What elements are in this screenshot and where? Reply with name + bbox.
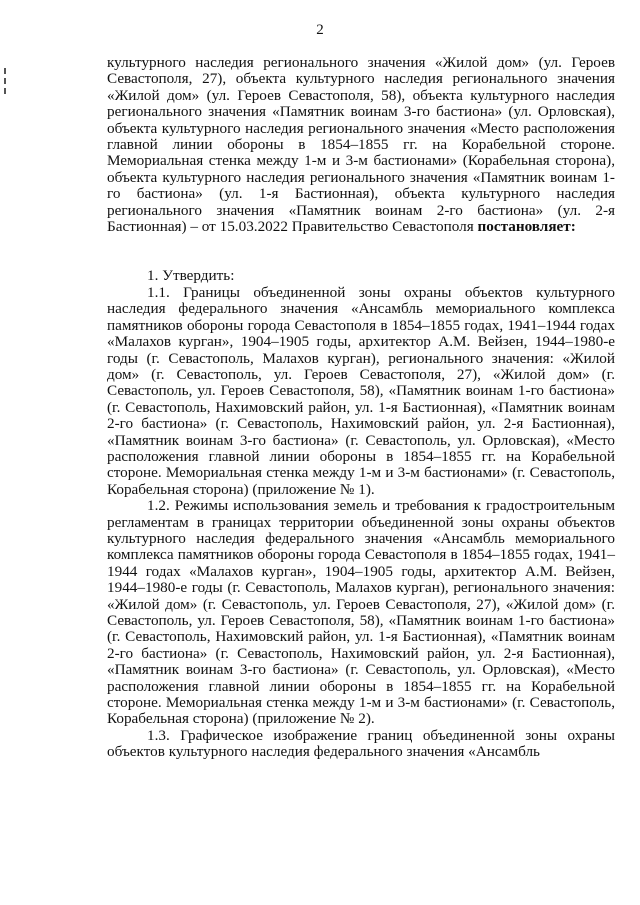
margin-mark [4, 88, 6, 94]
clause-1: 1. Утвердить: [147, 267, 235, 285]
document-body [107, 55, 615, 761]
intro-paragraph [107, 55, 615, 235]
margin-mark [4, 78, 6, 84]
clause-1-3: 1.3. Графическое изображение границ объединенной зоны охраны объектов культурного наследия федерального значения «Ансамбль [107, 726, 615, 761]
paragraph-gap [107, 235, 615, 268]
clause-1-1: 1.1. Границы объединенной зоны охраны объектов культурного наследия федерального значения «Ансамбль мемориального комплекса памятников обороны города Севастополя в 1854–1855 годах, 1941–1944 годах «Малахов курган», 1904–1905 годы, архитектор А.М. Вейзен, 1944–1980-е годы (г. Севастополь, Малахов курган), регионального значения: «Жилой дом» (г. Севастополь, ул. Героев Севастополя, 27), «Жилой дом» (г. Севастополь, ул. Героев Севастополя, 58), «Памятник воинам 1-го бастиона» (г. Севастополь, Нахимовский район, ул. 1-я Бастионная), «Памятник воинам 2-го бастиона» (г. Севастополь, Нахимовский район, ул. 2-я Бастионная), «Памятник воинам 3-го бастиона» (г. Севастополь, ул. Орловская), «Место расположения главной линии обороны в 1854–1855 гг. на Корабельной стороне. Мемориальная стенка между 1-м и 3-м бастионами» (г. Севастополь, Корабельная сторона) (приложение № 1). [107, 283, 615, 498]
margin-mark [4, 68, 6, 74]
intro-text: культурного наследия регионального значения «Жилой дом» (ул. Героев Севастополя, 27), объекта культурного наследия регионального значения «Жилой дом» (ул. Героев Севастополя, 58), объекта культурного наследия регионального значения «Памятник воинам 3-го бастиона» (ул. Орловская), объекта культурного наследия регионального значения «Место расположения главной линии обороны в 1854–1855 гг. на Корабельной стороне. Мемориальная стенка между 1-м и 3-м бастионами» (Корабельная сторона), объекта культурного наследия регионального значения «Памятник воинам 1-го бастиона» (ул. 1-я Бастионная), объекта культурного наследия регионального значения «Памятник воинам 2-го бастиона» (ул. 2-я Бастионная) – от 15.03.2022 Правительство Севастополя [107, 54, 615, 236]
decree-word: постановляет: [477, 218, 576, 236]
clause-1-2: 1.2. Режимы использования земель и требования к градостроительным регламентам в границах территории объединенной зоны охраны объектов культурного наследия федерального значения «Ансамбль мемориального комплекса памятников обороны города Севастополя в 1854–1855 годах, 1941–1944 годах «Малахов курган», 1904–1905 годы, архитектор А.М. Вейзен, 1944–1980-е годы (г. Севастополь, Малахов курган), регионального значения: «Жилой дом» (г. Севастополь, ул. Героев Севастополя, 27), «Жилой дом» (г. Севастополь, ул. Героев Севастополя, 58), «Памятник воинам 1-го бастиона» (г. Севастополь, Нахимовский район, ул. 1-я Бастионная), «Памятник воинам 2-го бастиона» (г. Севастополь, Нахимовский район, ул. 2-я Бастионная), «Памятник воинам 3-го бастиона» (г. Севастополь, ул. Орловская), «Место расположения главной линии обороны в 1854–1855 гг. на Корабельной стороне. Мемориальная стенка между 1-м и 3-м бастионами» (г. Севастополь, Корабельная сторона) (приложение № 2). [107, 497, 615, 728]
margin-marks [4, 68, 8, 108]
page-number: 2 [316, 22, 324, 38]
